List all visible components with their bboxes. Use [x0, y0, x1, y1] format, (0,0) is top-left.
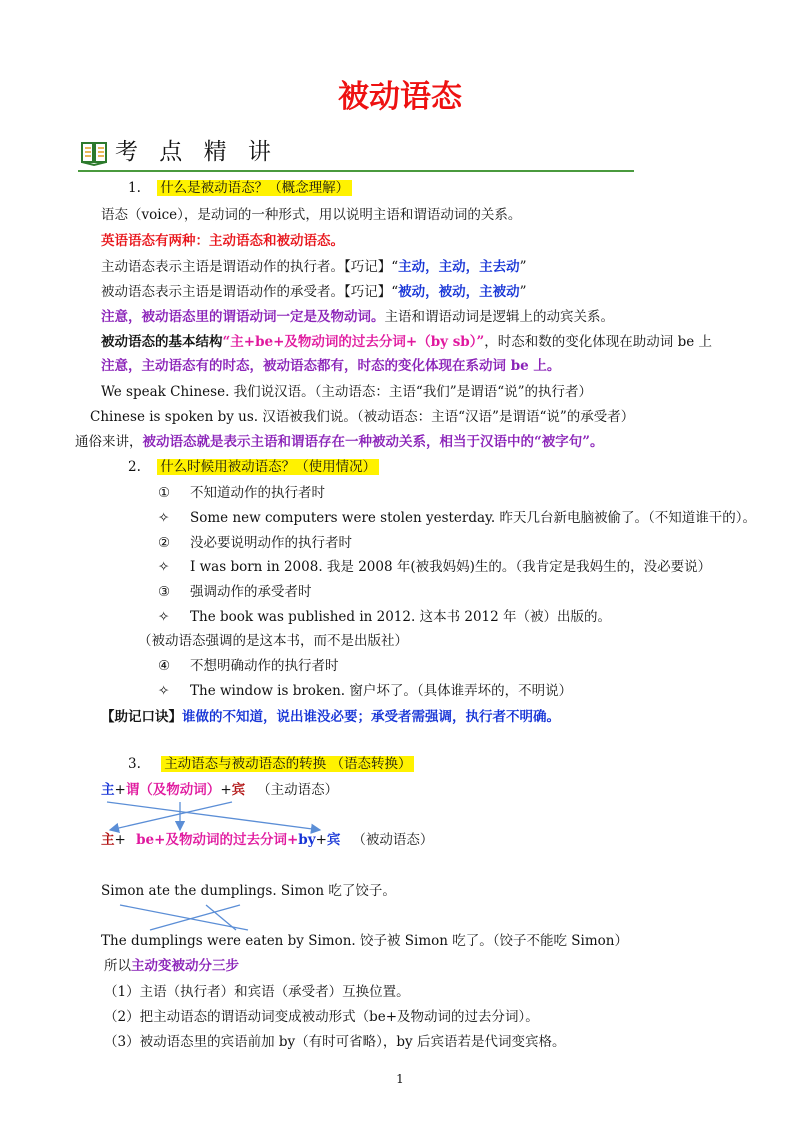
paragraph: 英语语态有两种：主动语态和被动语态。 — [101, 233, 344, 249]
by: by — [298, 832, 316, 848]
paragraph — [104, 958, 239, 975]
formula: “主+be+及物动词的过去分词+（by sb）” — [222, 334, 485, 350]
section-number: 3. — [128, 756, 141, 772]
text: 被动语态表示主语是谓语动作的承受者。【巧记】“ — [101, 284, 399, 300]
list-item-text: 不知道动作的执行者时 — [190, 485, 325, 501]
plus: + — [315, 832, 327, 848]
emphasis: 注意，被动语态里的谓语动词一定是及物动词。 — [101, 309, 385, 325]
list-marker: ④ — [158, 658, 171, 674]
paragraph — [75, 434, 604, 451]
sparkle-icon: ✧ — [158, 609, 170, 625]
mnemonic-line — [101, 709, 560, 726]
sparkle-icon: ✧ — [158, 683, 170, 699]
section-number: 2. — [128, 459, 141, 475]
section-title: 什么时候用被动语态？（使用情况） — [157, 459, 379, 475]
sparkle-icon: ✧ — [158, 510, 170, 526]
text: 通俗来讲， — [75, 434, 143, 450]
object: 宾 — [231, 782, 246, 798]
list-marker: ② — [158, 535, 171, 551]
list-item — [158, 658, 170, 675]
list-marker: ③ — [158, 584, 171, 600]
note: （被动语态强调的是这本书，而不是出版社） — [138, 633, 408, 649]
object: 宾 — [326, 832, 341, 848]
be-participle: be+及物动词的过去分词+ — [136, 832, 299, 848]
paragraph: 注意，主动语态有的时态，被动语态都有，时态的变化体现在系动词 be 上。 — [101, 358, 561, 374]
section-3-heading — [128, 756, 414, 773]
arrow-ex-verb — [206, 905, 236, 930]
active-formula — [101, 782, 338, 799]
list-item-text: 没必要说明动作的执行者时 — [190, 535, 352, 551]
mnemonic: 被动，被动，主被动 — [398, 284, 520, 300]
arrow-object-to-subject — [110, 802, 232, 830]
list-item — [158, 559, 169, 576]
section-divider — [78, 170, 634, 172]
example: We speak Chinese. 我们说汉语。（主动语态：主语“我们”是谓语“说”的执行者） — [101, 384, 593, 400]
note: （主动语态） — [257, 782, 339, 798]
example: The dumplings were eaten by Simon. 饺子被 Simon 吃了。（饺子不能吃 Simon） — [101, 933, 629, 949]
paragraph: 语态（voice），是动词的一种形式，用以说明主语和谓语动词的关系。 — [101, 207, 522, 223]
subject: 主 — [101, 782, 115, 798]
step: （1）主语（执行者）和宾语（承受者）互换位置。 — [104, 984, 410, 1000]
list-item-text: 强调动作的承受者时 — [190, 584, 312, 600]
subject: 主 — [101, 832, 115, 848]
paragraph — [101, 309, 614, 326]
predicate: 谓（及物动词） — [125, 782, 221, 798]
text: ” — [519, 259, 527, 275]
section-heading: 考 点 精 讲 — [115, 139, 278, 165]
arrow-ex-subject-to-object — [120, 905, 248, 930]
plus: + — [114, 782, 126, 798]
note: （被动语态） — [352, 832, 434, 848]
list-item-text: Some new computers were stolen yesterday. 昨天几台新电脑被偷了。（不知道谁干的）。 — [190, 510, 756, 526]
passive-formula — [101, 832, 433, 849]
example: Chinese is spoken by us. 汉语被我们说。（被动语态：主语“汉语”是谓语“说”的承受者） — [90, 409, 635, 425]
arrow-subject-to-object — [107, 802, 320, 830]
text: ，时态和数的变化体现在助动词 be 上 — [484, 334, 712, 350]
step: （2）把主动语态的谓语动词变成被动形式（be+及物动词的过去分词）。 — [104, 1009, 539, 1025]
list-item — [158, 535, 170, 552]
section-number: 1. — [128, 180, 141, 196]
mnemonic-text: 谁做的不知道，说出谁没必要；承受者需强调，执行者不明确。 — [182, 709, 560, 725]
text: 所以 — [104, 958, 131, 974]
text: ” — [519, 284, 527, 300]
list-item — [158, 510, 169, 527]
open-book-icon — [80, 139, 108, 167]
step: （3）被动语态里的宾语前加 by（有时可省略），by 后宾语若是代词变宾格。 — [104, 1034, 566, 1050]
paragraph — [101, 334, 712, 351]
arrow-ex-object-to-subject — [150, 905, 240, 930]
text: 主语和谓语动词是逻辑上的动宾关系。 — [384, 309, 614, 325]
example: Simon ate the dumplings. Simon 吃了饺子。 — [101, 883, 396, 899]
section-1-heading — [128, 180, 352, 197]
list-item-text: The window is broken. 窗户坏了。（具体谁弄坏的，不明说） — [190, 683, 573, 699]
text: 被动语态的基本结构 — [101, 334, 223, 350]
page-title: 被动语态 — [338, 79, 462, 115]
list-item — [158, 609, 169, 626]
plus: + — [220, 782, 232, 798]
section-title: 什么是被动语态？（概念理解） — [157, 180, 352, 196]
section-2-heading — [128, 459, 379, 476]
mnemonic-label: 【助记口诀】 — [101, 709, 182, 725]
list-marker: ① — [158, 485, 171, 501]
paragraph — [101, 284, 527, 301]
list-item-text: I was born in 2008. 我是 2008 年(被我妈妈)生的。（我肯定是我妈生的，没必要说） — [190, 559, 712, 575]
text: 主动语态表示主语是谓语动作的执行者。【巧记】“ — [101, 259, 399, 275]
section-title: 主动语态与被动语态的转换 （语态转换） — [161, 756, 414, 772]
list-item — [158, 683, 169, 700]
sparkle-icon: ✧ — [158, 559, 170, 575]
list-item — [158, 584, 170, 601]
emphasis: 主动变被动分三步 — [131, 958, 239, 974]
emphasis: 被动语态就是表示主语和谓语存在一种被动关系，相当于汉语中的“被字句”。 — [142, 434, 604, 450]
page-number: 1 — [396, 1072, 404, 1086]
list-item-text: The book was published in 2012. 这本书 2012 年（被）出版的。 — [190, 609, 612, 625]
paragraph — [101, 259, 527, 276]
list-item — [158, 485, 170, 502]
mnemonic: 主动，主动，主去动 — [398, 259, 520, 275]
list-item-text: 不想明确动作的执行者时 — [190, 658, 339, 674]
plus: + — [114, 832, 131, 848]
